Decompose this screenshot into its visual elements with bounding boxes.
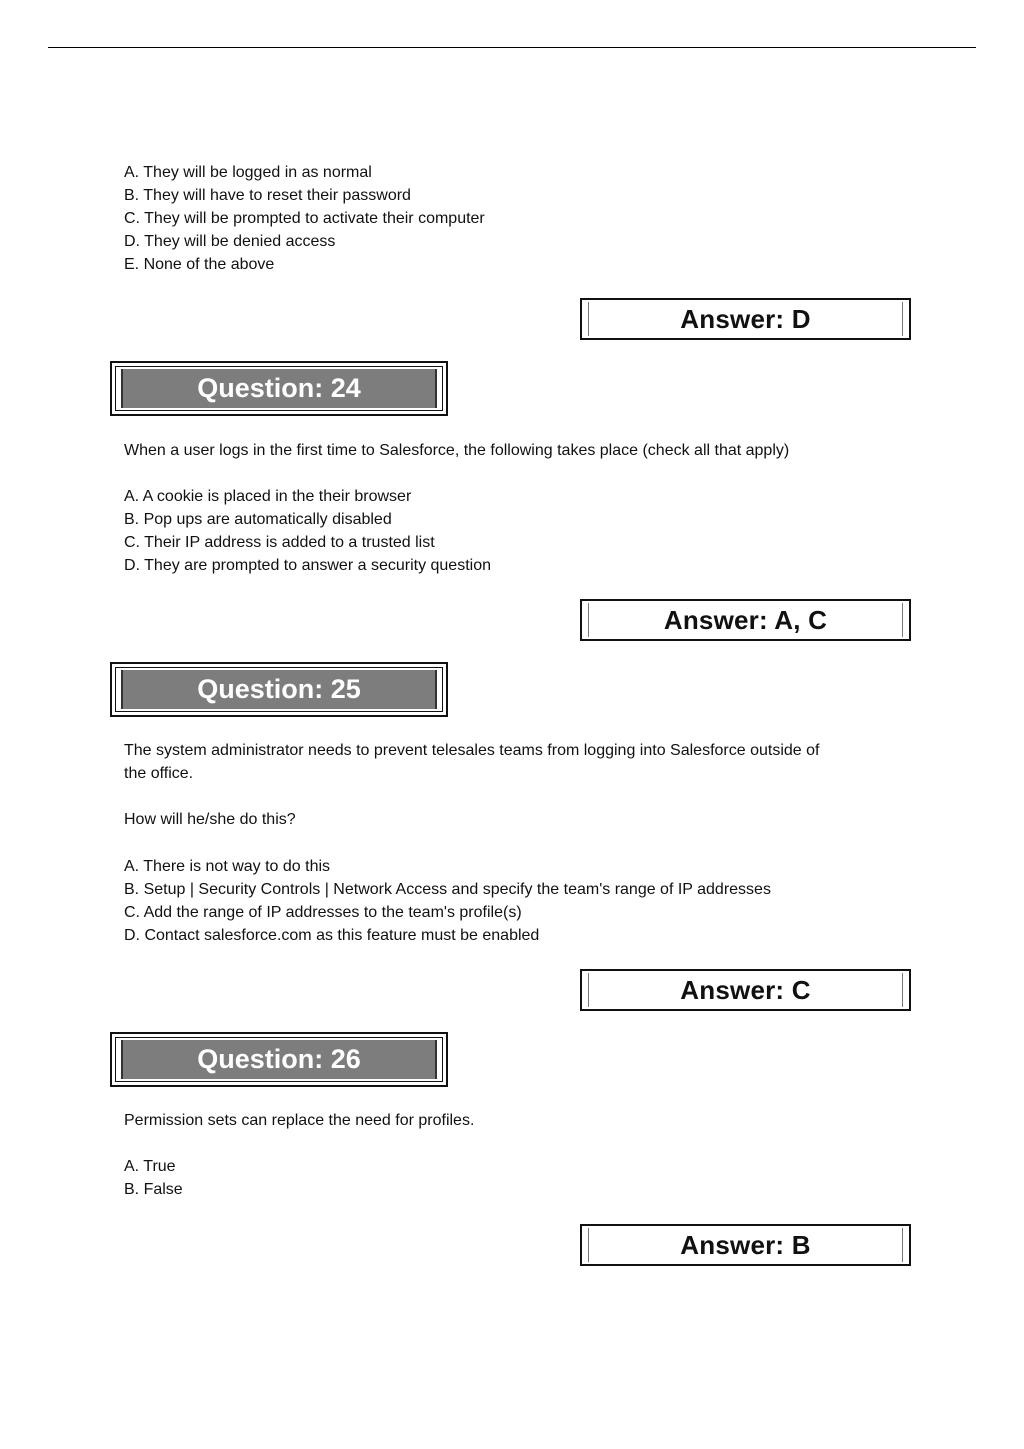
q26-option-b: B. False [124, 1181, 183, 1198]
q25-option-a: A. There is not way to do this [124, 858, 331, 875]
q25-title: Question: 25 [197, 674, 361, 704]
q24-title: Question: 24 [197, 373, 361, 403]
q25-answer: Answer: C [680, 974, 811, 1005]
q25-option-d: D. Contact salesforce.com as this feature must be enabled [124, 927, 540, 944]
q23-answer-box [580, 298, 911, 340]
q24-answer: Answer: A, C [663, 604, 828, 635]
q23-option-a: A. They will be logged in as normal [124, 164, 372, 181]
q23-option-d: D. They will be denied access [124, 233, 336, 250]
q24-banner [110, 361, 448, 416]
q25-answer-box [580, 969, 911, 1011]
q25-option-c: C. Add the range of IP addresses to the team's profile(s) [124, 904, 522, 921]
q24-option-d: D. They are prompted to answer a security question [124, 557, 491, 574]
q24-option-a: A. A cookie is placed in the their browser [124, 488, 412, 505]
q23-option-b: B. They will have to reset their password [124, 187, 411, 204]
q24-question-text: When a user logs in the first time to Salesforce, the following takes place (check all that apply) [124, 442, 790, 459]
q24-option-b: B. Pop ups are automatically disabled [124, 511, 392, 528]
q25-option-b: B. Setup | Security Controls | Network Access and specify the team's range of IP addresses [124, 881, 771, 898]
q23-option-c: C. They will be prompted to activate their computer [124, 210, 485, 227]
q25-prompt: How will he/she do this? [124, 811, 296, 828]
q26-question-text: Permission sets can replace the need for profiles. [124, 1112, 475, 1129]
q26-answer: Answer: B [680, 1229, 811, 1260]
q24-answer-box [580, 599, 911, 641]
q23-answer: Answer: D [680, 303, 811, 334]
q26-answer-box [580, 1224, 911, 1266]
q26-option-a: A. True [124, 1158, 176, 1175]
q26-title: Question: 26 [197, 1044, 361, 1074]
q23-option-e: E. None of the above [124, 256, 275, 273]
q26-banner [110, 1032, 448, 1087]
q24-option-c: C. Their IP address is added to a trusted list [124, 534, 435, 551]
header-rule [48, 47, 976, 48]
q25-banner [110, 662, 448, 717]
q25-question-text-line-1: The system administrator needs to prevent telesales teams from logging into Salesforce outside of [124, 742, 820, 759]
q25-question-text-line-2: the office. [124, 765, 194, 782]
